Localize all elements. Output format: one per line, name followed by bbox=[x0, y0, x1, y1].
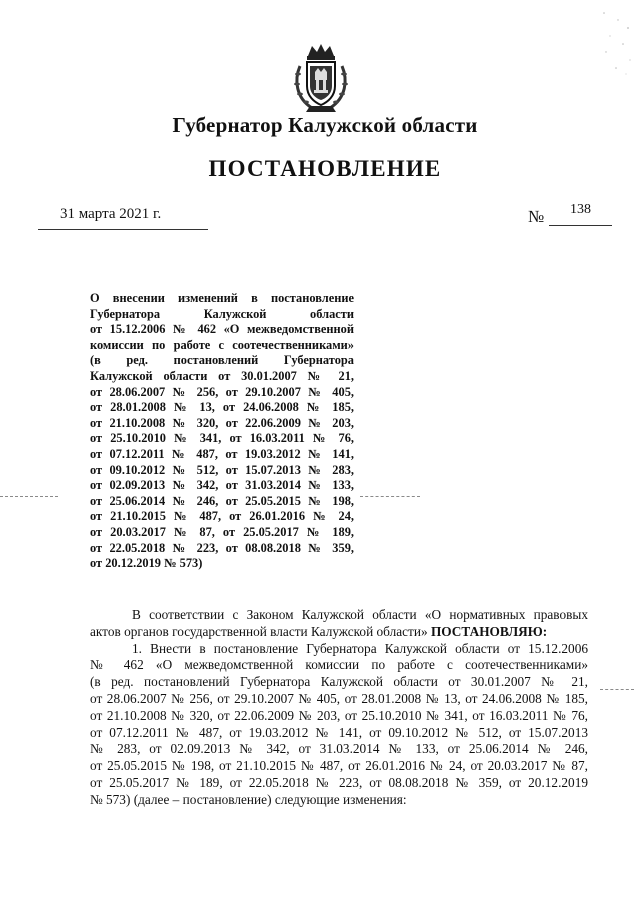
item-line: № 462 «О межведомственной комиссии по работе с соотечественниками» bbox=[90, 657, 588, 673]
document-type-title: ПОСТАНОВЛЕНИЕ bbox=[208, 156, 442, 181]
document-number: 138 bbox=[570, 202, 591, 217]
subject-line: от 20.03.2017 № 87, от 25.05.2017 № 189, bbox=[90, 524, 354, 539]
subject-line: от 07.12.2011 № 487, от 19.03.2012 № 141, bbox=[90, 446, 354, 461]
subject-line: от 02.09.2013 № 342, от 31.03.2014 № 133, bbox=[90, 478, 354, 493]
item-line: от 28.06.2007 № 256, от 29.10.2007 № 405, от 28.01.2008 № 13, от 24.06.2008 № 185, bbox=[90, 690, 588, 706]
subject-line: от 15.12.2006 № 462 «О межведомственной bbox=[90, 322, 354, 337]
date-underline bbox=[38, 229, 208, 230]
preamble-line: В соответствии с Законом Калужской области «О нормативных правовых bbox=[132, 607, 588, 622]
scan-noise bbox=[598, 8, 634, 78]
item-line: (в ред. постановлений Губернатора Калужской области от 30.01.2007 № 21, bbox=[90, 674, 588, 690]
subject-line: от 28.01.2008 № 13, от 24.06.2008 № 185, bbox=[90, 400, 354, 415]
subject-line: Губернатора Калужской области bbox=[90, 306, 354, 321]
item-line: № 573) (далее – постановление) следующие изменения: bbox=[90, 791, 407, 807]
resolve-word: ПОСТАНОВЛЯЮ: bbox=[430, 623, 548, 639]
subject-line: от 09.10.2012 № 512, от 15.07.2013 № 283, bbox=[90, 462, 354, 477]
subject-line: Калужской области от 30.01.2007 № 21, bbox=[90, 368, 354, 383]
preamble-text: актов органов государственной власти Калужской области» bbox=[90, 623, 428, 639]
scan-artifact bbox=[0, 496, 58, 497]
preamble-line bbox=[90, 624, 588, 641]
subject-line: от 25.06.2014 № 246, от 25.05.2015 № 198, bbox=[90, 493, 354, 508]
scan-artifact bbox=[360, 496, 420, 497]
item-line: от 21.10.2008 № 320, от 22.06.2009 № 203, от 25.10.2010 № 341, от 16.03.2011 № 76, bbox=[90, 707, 588, 723]
subject-line: от 21.10.2008 № 320, от 22.06.2009 № 203, bbox=[90, 415, 354, 430]
body-text bbox=[90, 607, 588, 809]
item-line: № 283, от 02.09.2013 № 342, от 31.03.2014 № 133, от 25.06.2014 № 246, bbox=[90, 741, 588, 757]
item-line: от 25.05.2017 № 189, от 22.05.2018 № 223, от 08.08.2018 № 359, от 20.12.2019 bbox=[90, 774, 588, 790]
scan-artifact bbox=[600, 689, 634, 690]
subject-line: комиссии по работе с соотечественниками» bbox=[90, 337, 354, 352]
number-underline bbox=[549, 225, 612, 226]
kaluga-coat-of-arms-icon bbox=[292, 42, 350, 114]
subject-line: от 21.10.2015 № 487, от 26.01.2016 № 24, bbox=[90, 509, 354, 524]
issuing-authority: Губернатор Калужской области bbox=[172, 113, 478, 137]
subject-line: О внесении изменений в постановление bbox=[90, 291, 354, 305]
subject-line: от 22.05.2018 № 223, от 08.08.2018 № 359, bbox=[90, 540, 354, 555]
item-line: 1. Внести в постановление Губернатора Калужской области от 15.12.2006 bbox=[132, 640, 588, 656]
number-sign: № bbox=[528, 207, 545, 226]
subject-line: от 25.10.2010 № 341, от 16.03.2011 № 76, bbox=[90, 431, 354, 446]
subject-line: от 20.12.2019 № 573) bbox=[90, 556, 203, 571]
item-line: от 07.12.2011 № 487, от 19.03.2012 № 141, от 09.10.2012 № 512, от 15.07.2013 bbox=[90, 724, 588, 740]
item-line: от 25.05.2015 № 198, от 21.10.2015 № 487, от 26.01.2016 № 24, от 20.03.2017 № 87, bbox=[90, 758, 588, 774]
subject-block bbox=[90, 291, 354, 572]
document-date: 31 марта 2021 г. bbox=[60, 206, 162, 222]
subject-line: от 28.06.2007 № 256, от 29.10.2007 № 405, bbox=[90, 384, 354, 399]
subject-line: (в ред. постановлений Губернатора bbox=[90, 353, 354, 368]
